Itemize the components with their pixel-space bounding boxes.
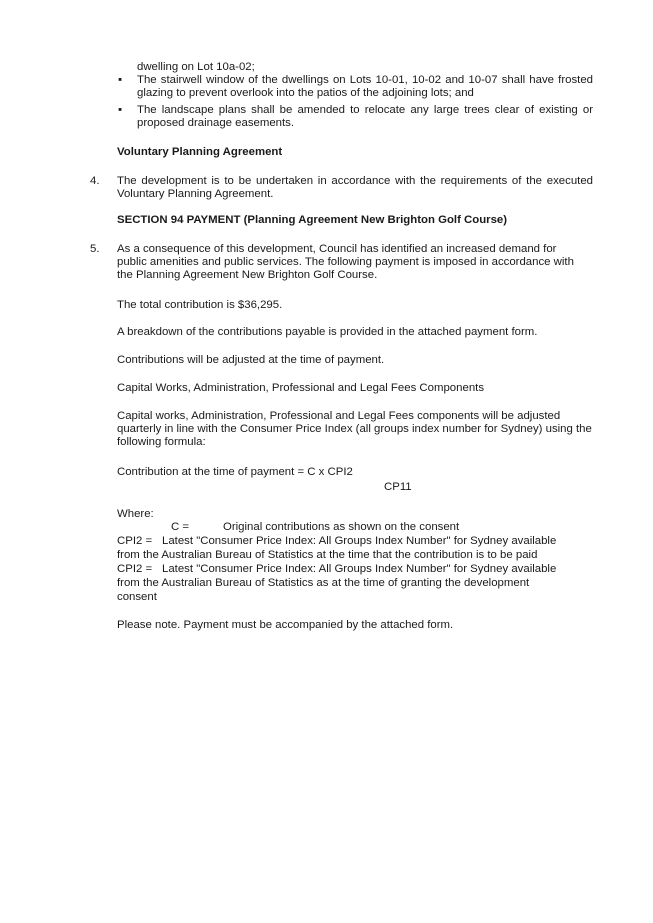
clause-number: 5.: [90, 243, 100, 255]
clause-text: As a consequence of this development, Council has identified an increased demand for public amenities and public services. The following payment is imposed in accordance with the Planning Agreement New Brighton Golf Course.: [117, 243, 574, 282]
c-definition: Original contributions as shown on the consent: [223, 521, 460, 533]
payment-note: Please note. Payment must be accompanied by the attached form.: [117, 619, 454, 631]
breakdown-text: A breakdown of the contributions payable is provided in the attached payment form.: [117, 326, 538, 338]
cpi2-definition-cont: from the Australian Bureau of Statistics at the time that the contribution is to be paid: [117, 549, 538, 561]
bullet-item: The stairwell window of the dwellings on Lots 10-01, 10-02 and 10-07 shall have frosted glazing to prevent overlook into the patios of the adjoining lots; and: [137, 74, 593, 100]
where-label: Where:: [117, 508, 154, 520]
cpi-text: Capital works, Administration, Professional and Legal Fees components will be adjusted quarterly in line with the Consumer Price Index (all groups index number for Sydney) using the following formula:: [117, 410, 592, 449]
components-heading: Capital Works, Administration, Professional and Legal Fees Components: [117, 382, 485, 394]
bullet-icon: ▪: [118, 104, 123, 116]
formula-denominator: CP11: [384, 481, 412, 493]
cpi2-definition-cont: consent: [117, 591, 157, 603]
section-heading-s94: SECTION 94 PAYMENT (Planning Agreement New Brighton Golf Course): [117, 214, 508, 226]
cpi2-label: CPI2 =: [117, 535, 153, 547]
bullet-item: The landscape plans shall be amended to relocate any large trees clear of existing or proposed drainage easements.: [137, 104, 593, 130]
bullet-icon: ▪: [118, 74, 123, 86]
cpi2-label: CPI2 =: [117, 563, 153, 575]
c-label: C =: [171, 521, 190, 533]
clause-text: The development is to be undertaken in accordance with the requirements of the executed Voluntary Planning Agreement.: [117, 175, 593, 201]
formula-line: Contribution at the time of payment = C x CPI2: [117, 466, 353, 478]
cpi2-definition: Latest "Consumer Price Index: All Groups Index Number" for Sydney available: [162, 563, 557, 575]
cpi2-definition: Latest "Consumer Price Index: All Groups Index Number" for Sydney available: [162, 535, 557, 547]
clause-number: 4.: [90, 175, 100, 187]
total-contribution: The total contribution is $36,295.: [117, 299, 283, 311]
adjusted-text: Contributions will be adjusted at the time of payment.: [117, 354, 385, 366]
cpi2-definition-cont: from the Australian Bureau of Statistics as at the time of granting the development: [117, 577, 530, 589]
section-heading-vpa: Voluntary Planning Agreement: [117, 146, 283, 158]
continuation-line: dwelling on Lot 10a-02;: [137, 61, 255, 73]
